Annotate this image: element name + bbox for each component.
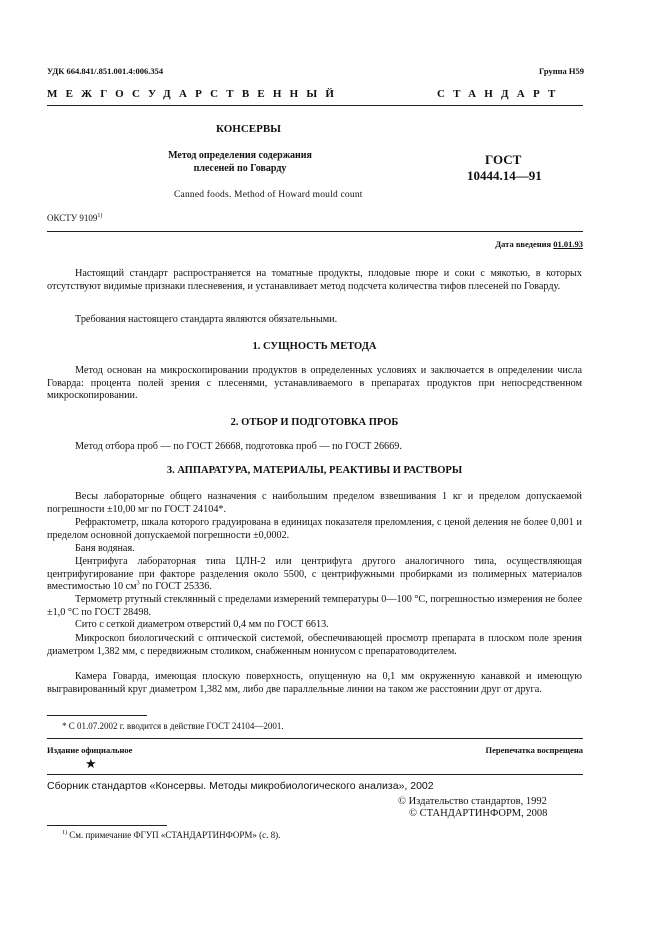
water-bath-paragraph: Баня водяная.: [75, 543, 135, 554]
centrifuge-paragraph: Центрифуга лабораторная типа ЦЛН-2 или центрифуга другого аналогичного типа, осуществляющая центрифугирование при факторе разделения около 5500, с центрифужными пробирками из полимерных материалов вместимостью 10 $см^3$ по ГОСТ 25336.: [47, 556, 582, 593]
section-3-title: 3. АППАРАТУРА, МАТЕРИАЛЫ, РЕАКТИВЫ И РАСТВОРЫ: [166, 465, 463, 476]
official-edition: Издание официальное: [47, 745, 133, 755]
sieve-paragraph: Сито с сеткой диаметром отверстий 0,4 мм по ГОСТ 6613.: [75, 619, 329, 630]
doc-subtitle-line2: плесеней по Говарду: [193, 163, 287, 174]
english-title: Canned foods. Method of Howard mould count: [174, 190, 363, 200]
copyright-publisher: © Издательство стандартов, 1992: [398, 796, 547, 807]
reprint-forbidden: Перепечатка воспрещена: [485, 745, 583, 755]
udk-code: УДК 664.841/.851.001.4:006.354: [47, 66, 164, 76]
intro-date: Дата введения 01.01.93: [495, 239, 583, 249]
gost-label: ГОСТ: [485, 152, 522, 167]
group-code: Группа Н59: [538, 66, 584, 76]
footnote-rule: [47, 715, 147, 716]
banner-left: МЕЖГОСУДАРСТВЕННЫЙ: [47, 88, 343, 100]
gost-number: 10444.14—91: [467, 168, 542, 183]
star-icon: ★: [85, 756, 97, 771]
footer-mid-rule: [47, 774, 583, 775]
section-2-title: 2. ОТБОР И ПОДГОТОВКА ПРОБ: [230, 417, 399, 428]
section-1-title: 1. СУЩНОСТЬ МЕТОДА: [252, 341, 377, 352]
footnote-1-rule: [47, 825, 167, 826]
section-1-text: Метод основан на микроскопировании продуктов в определенных условиях и заключается в определении числа Говарда: процента полей зрения с плесенями, устанавливаемого в препаратах продуктов при непосредственном микроскопировании.: [47, 365, 582, 402]
footnote-1: $^{1)}$ См. примечание ФГУП «СТАНДАРТИНФОРМ» (с. 8).: [62, 830, 281, 840]
footer-top-rule: [47, 738, 583, 739]
footnote-star: * С 01.07.2002 г. вводится в действие ГОСТ 24104—2001.: [62, 721, 284, 731]
scales-paragraph: Весы лабораторные общего назначения с наибольшим пределом взвешивания 1 кг и пределом допускаемой погрешности ±10,00 мг по ГОСТ 24104*.: [47, 491, 582, 515]
collection-title: Сборник стандартов «Консервы. Методы микробиологического анализа», 2002: [47, 780, 434, 792]
doc-title: КОНСЕРВЫ: [216, 123, 281, 135]
okstu-code: ОКСТУ 9109$^{1)}$: [47, 213, 103, 223]
banner-rule: [47, 105, 583, 106]
doc-subtitle-line1: Метод определения содержания: [168, 150, 312, 161]
howard-chamber-paragraph: Камера Говарда, имеющая плоскую поверхность, опущенную на 0,1 мм окруженную канавкой и имеющую выгравированный круг диаметром 1,382 мм, либо две параллельные линии на таком же расстоянии друг от друга.: [47, 671, 582, 695]
mandatory-paragraph: Требования настоящего стандарта являются обязательными.: [75, 314, 338, 325]
microscope-paragraph: Микроскоп биологический с оптической системой, обеспечивающей просмотр препарата в плоском поле зрения диаметром 1,382 мм, с передвижным столиком, снабженным нониусом с препаратоводителем.: [47, 633, 582, 657]
intro-paragraph: Настоящий стандарт распространяется на томатные продукты, плодовые пюре и соки с мякотью, в которых отсутствуют видимые признаки плесневения, и устанавливает метод подсчета количества тифов плесеней по Говарду.: [47, 268, 582, 292]
okstu-rule: [47, 231, 583, 232]
thermometer-paragraph: Термометр ртутный стеклянный с пределами измерений температуры 0—100 °С, погрешностью измерения не более ±1,0 °С по ГОСТ 28498.: [47, 594, 582, 618]
section-2-text: Метод отбора проб — по ГОСТ 26668, подготовка проб — по ГОСТ 26669.: [75, 441, 402, 452]
refractometer-paragraph: Рефрактометр, шкала которого градуирована в единицах показателя преломления, с ценой деления не более 0,001 и пределом основной допускаемой погрешности ±0,0002.: [47, 517, 582, 541]
banner-right: СТАНДАРТ: [437, 88, 564, 100]
copyright-standartinform: © СТАНДАРТИНФОРМ, 2008: [409, 808, 548, 819]
